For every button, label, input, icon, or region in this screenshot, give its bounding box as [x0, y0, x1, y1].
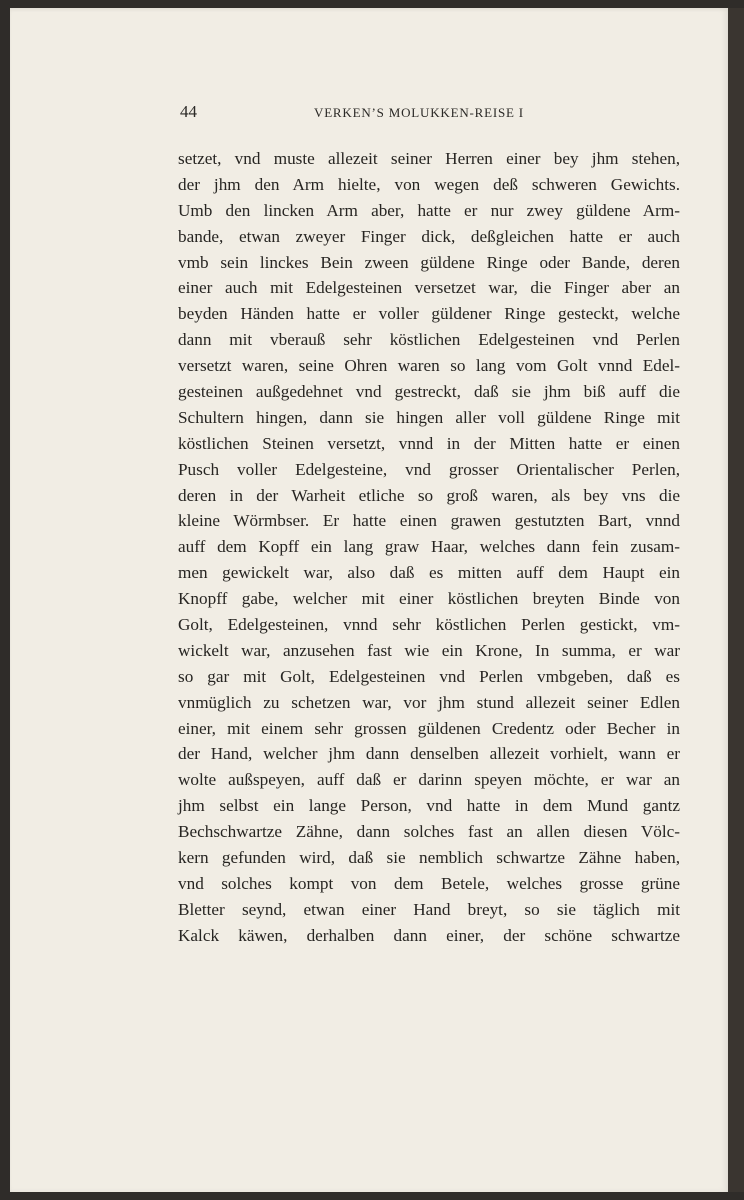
text-line: versetzt waren, seine Ohren waren so lang vom Golt vnnd Edel-	[178, 356, 680, 376]
text-line: vnmüglich zu schetzen war, vor jhm stund allezeit seiner Edlen	[178, 692, 680, 712]
page-edge-shadow	[728, 8, 744, 1192]
text-line: Pusch voller Edelgesteine, vnd grosser Orientalischer Perlen,	[178, 459, 680, 479]
text-line: setzet, vnd muste allezeit seiner Herren einer bey jhm stehen,	[178, 149, 680, 168]
text-line: men gewickelt war, also daß es mitten auff dem Haupt ein	[178, 563, 680, 583]
text-line: Kalck käwen, derhalben dann einer, der schöne schwartze	[178, 925, 680, 945]
text-line: auff dem Kopff ein lang graw Haar, welches dann fein zusam-	[178, 537, 680, 557]
text-line: wolte außspeyen, auff daß er darinn speyen möchte, er war an	[178, 770, 680, 790]
text-line: einer, mit einem sehr grossen güldenen Credentz oder Becher in	[178, 718, 680, 738]
running-head: VERKEN’S MOLUKKEN-REISE I	[314, 105, 524, 120]
text-line: kleine Wörmbser. Er hatte einen grawen gestutzten Bart, vnnd	[178, 511, 680, 531]
text-line: der jhm den Arm hielte, von wegen deß schweren Gewichts.	[178, 174, 680, 194]
text-line: bande, etwan zweyer Finger dick, deßgleichen hatte er auch	[178, 226, 680, 246]
text-line: Schultern hingen, dann sie hingen aller voll güldene Ringe mit	[178, 407, 680, 427]
text-line: gesteinen außgedehnet vnd gestreckt, daß sie jhm biß auff die	[178, 382, 680, 402]
text-line: Bechschwartze Zähne, dann solches fast an allen diesen Völc-	[178, 822, 680, 842]
text-line: wickelt war, anzusehen fast wie ein Krone, In summa, er war	[178, 640, 680, 660]
text-line: jhm selbst ein lange Person, vnd hatte in dem Mund gantz	[178, 796, 680, 816]
text-line: Golt, Edelgesteinen, vnnd sehr köstlichen Perlen gestickt, vm-	[178, 615, 680, 635]
text-line: köstlichen Steinen versetzt, vnnd in der Mitten hatte er einen	[178, 433, 680, 453]
text-line: beyden Händen hatte er voller güldener Ringe gesteckt, welche	[178, 304, 680, 324]
text-line: Bletter seynd, etwan einer Hand breyt, so sie täglich mit	[178, 899, 680, 919]
page-number: 44	[180, 102, 197, 121]
text-line: einer auch mit Edelgesteinen versetzet war, die Finger aber an	[178, 278, 680, 298]
text-line: deren in der Warheit etliche so groß waren, als bey vns die	[178, 485, 680, 505]
text-line: Knopff gabe, welcher mit einer köstlichen breyten Binde von	[178, 589, 680, 609]
text-line: dann mit vberauß sehr köstlichen Edelgesteinen vnd Perlen	[178, 330, 680, 350]
text-line: so gar mit Golt, Edelgesteinen vnd Perlen vmbgeben, daß es	[178, 666, 680, 686]
page-header	[168, 102, 554, 128]
text-line: vnd solches kompt von dem Betele, welches grosse grüne	[178, 873, 680, 893]
text-line: kern gefunden wird, daß sie nemblich schwartze Zähne haben,	[178, 848, 680, 868]
body-text	[178, 146, 680, 949]
text-line: Umb den lincken Arm aber, hatte er nur zwey güldene Arm-	[178, 200, 680, 220]
text-line: vmb sein linckes Bein zween güldene Ringe oder Bande, deren	[178, 252, 680, 272]
text-line: der Hand, welcher jhm dann denselben allezeit vorhielt, wann er	[178, 744, 680, 764]
